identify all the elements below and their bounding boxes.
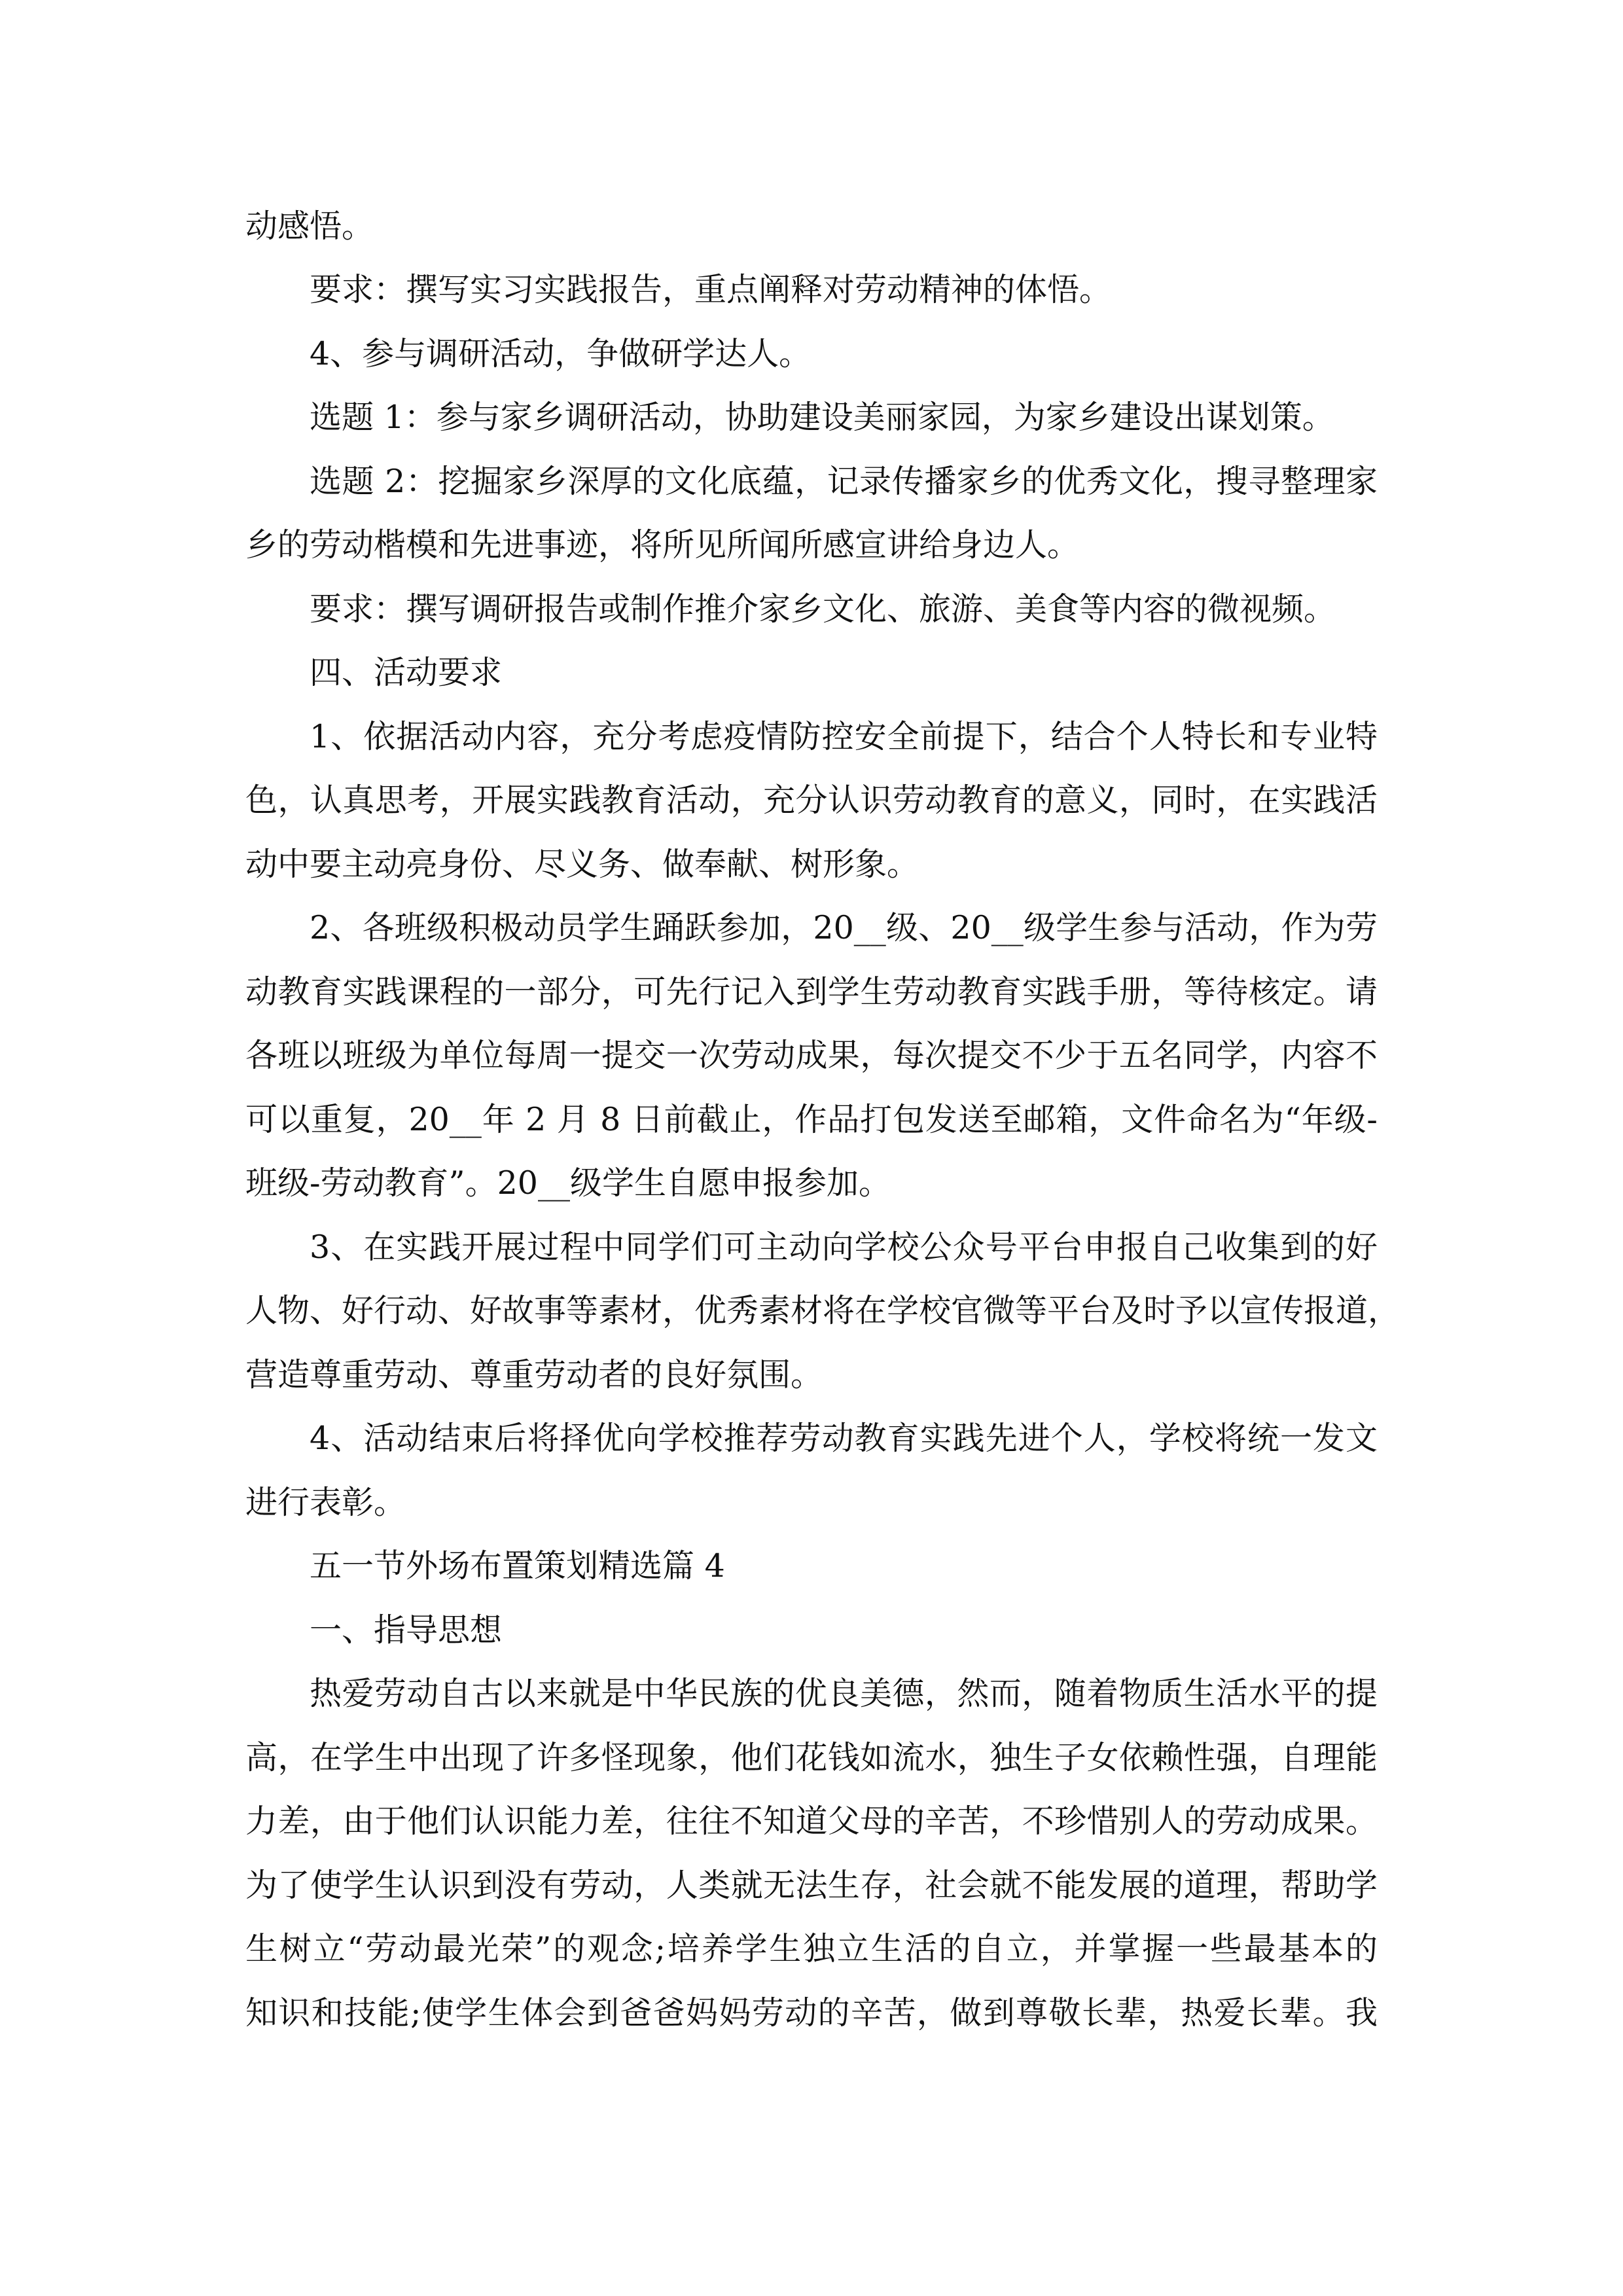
text-line: 1、依据活动内容，充分考虑疫情防控安全前提下，结合个人特长和专业特 <box>310 718 1378 755</box>
text-line: 要求：撰写调研报告或制作推介家乡文化、旅游、美食等内容的微视频。 <box>310 590 1336 628</box>
text-line: 为了使学生认识到没有劳动，人类就无法生存，社会就不能发展的道理，帮助学 <box>245 1867 1378 1904</box>
text-line: 选题 1：参与家乡调研活动，协助建设美丽家园，为家乡建设出谋划策。 <box>310 399 1334 436</box>
section-heading: 四、活动要求 <box>310 654 503 691</box>
text-line: 动感悟。 <box>245 207 374 245</box>
text-line: 高，在学生中出现了许多怪现象，他们花钱如流水，独生子女依赖性强，自理能 <box>245 1739 1378 1776</box>
text-line: 营造尊重劳动、尊重劳动者的良好氛围。 <box>245 1356 823 1393</box>
text-line: 知识和技能;使学生体会到爸爸妈妈劳动的辛苦，做到尊敬长辈，热爱长辈。我 <box>245 1994 1378 2032</box>
text-line: 要求：撰写实习实践报告，重点阐释对劳动精神的体悟。 <box>310 271 1112 308</box>
text-line: 3、在实践开展过程中同学们可主动向学校公众号平台申报自己收集到的好 <box>310 1229 1378 1266</box>
text-line: 动教育实践课程的一部分，可先行记入到学生劳动教育实践手册，等待核定。请 <box>245 973 1378 1011</box>
text-line: 进行表彰。 <box>245 1484 406 1521</box>
text-line: 生树立“劳动最光荣”的观念;培养学生独立生活的自立，并掌握一些最基本的 <box>245 1930 1378 1967</box>
article-title: 五一节外场布置策划精选篇 4 <box>310 1547 725 1585</box>
text-line: 各班以班级为单位每周一提交一次劳动成果，每次提交不少于五名同学，内容不 <box>245 1037 1378 1074</box>
text-line: 可以重复，20__年 2 月 8 日前截止，作品打包发送至邮箱，文件命名为“年级- <box>245 1101 1378 1138</box>
text-line: 4、活动结束后将择优向学校推荐劳动教育实践先进个人，学校将统一发文 <box>310 1420 1378 1457</box>
text-line: 力差，由于他们认识能力差，往往不知道父母的辛苦，不珍惜别人的劳动成果。 <box>245 1803 1378 1840</box>
text-line: 色，认真思考，开展实践教育活动，充分认识劳动教育的意义，同时，在实践活 <box>245 781 1378 819</box>
section-heading: 4、参与调研活动，争做研学达人。 <box>310 335 812 372</box>
text-line: 乡的劳动楷模和先进事迹，将所见所闻所感宣讲给身边人。 <box>245 526 1080 564</box>
text-line: 班级-劳动教育”。20__级学生自愿申报参加。 <box>245 1164 891 1202</box>
text-line: 动中要主动亮身份、尽义务、做奉献、树形象。 <box>245 846 919 883</box>
text-line: 人物、好行动、好故事等素材，优秀素材将在学校官微等平台及时予以宣传报道， <box>245 1292 1400 1329</box>
section-heading: 一、指导思想 <box>310 1611 503 1649</box>
text-line: 热爱劳动自古以来就是中华民族的优良美德，然而，随着物质生活水平的提 <box>310 1675 1378 1712</box>
text-line: 2、各班级积极动员学生踊跃参加，20__级、20__级学生参与活动，作为劳 <box>310 909 1378 946</box>
text-line: 选题 2：挖掘家乡深厚的文化底蕴，记录传播家乡的优秀文化，搜寻整理家 <box>310 463 1378 500</box>
